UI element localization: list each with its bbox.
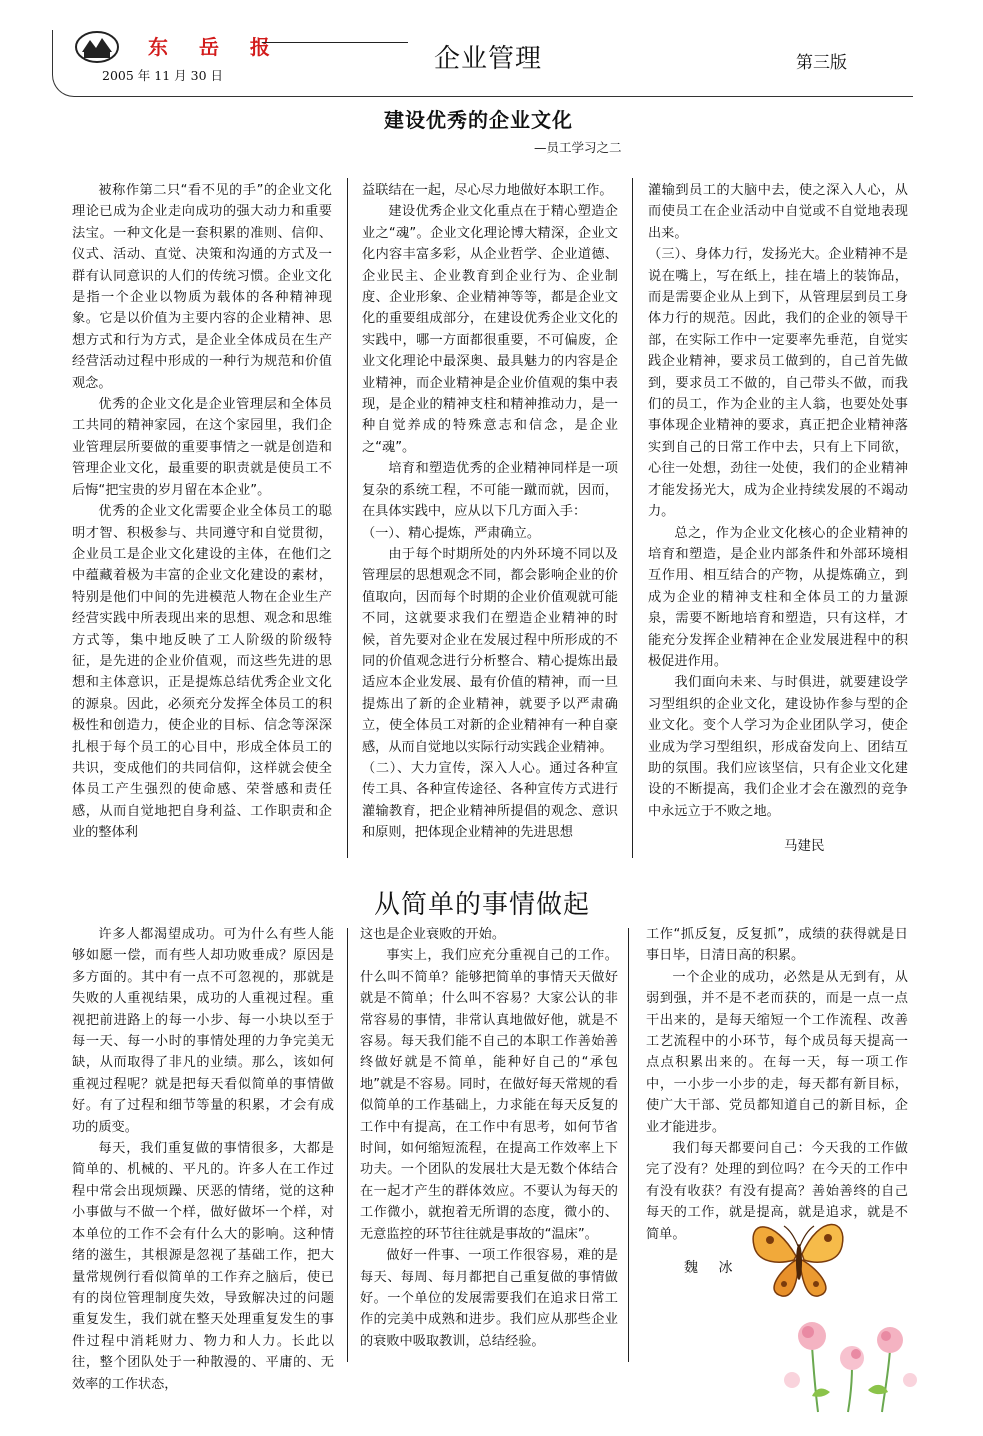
clover-flowers-icon — [772, 1296, 922, 1414]
paragraph: 每天，我们重复做的事情很多，大都是简单的、机械的、平凡的。许多人在工作过程中常会出现烦躁、厌恶的情绪，觉的这种小事做与不做一个样，做好做坏一个样，对本单位的工作不会有什么大的影响。这种情绪的滋生，其根源是忽视了基础工作，把大量常规例行看似简单的工作弃之脑后，使已有的岗位管理制度失效，导致解决过的问题重复发生，我们就在整天处理重复发生的事件过程中消耗财力、物力和人力。长此以往，整个团队处于一种散漫的、平庸的、无效率的工作状态， — [72, 1141, 334, 1392]
article2-title: 从简单的事情做起 — [374, 890, 591, 920]
paragraph: 优秀的企业文化是企业管理层和全体员工共同的精神家园，在这个家园里，我们企业管理层所要做的重要事情之一就是创造和管理企业文化，最重要的职责就是使员工不后悔“把宝贵的岁月留在本企业”。 — [72, 397, 332, 498]
paragraph: 优秀的企业文化需要企业全体员工的聪明才智、积极参与、共同遵守和自觉贯彻，企业员工是企业文化建设的主体，在他们之中蕴藏着极为丰富的企业文化建设的素材，特别是他们中间的先进模范人物在企业生产经营实践中所表现出来的思想、观念和思维方式等，集中地反映了工人阶级的阶级特征，是先进的企业价值观，而这些先进的思想和主体意识，正是提炼总结优秀企业文化的源泉。因此，必须充分发挥全体员工的积极性和创造力，使企业的目标、信念等深深扎根于每个员工的心目中，形成全体员工的共识，变成他们的共同信仰，这样就会使全体员工产生强烈的使命感、荣誉感和责任感，从而自觉地把自身利益、工作职责和企业的整体利 — [72, 504, 332, 841]
paragraph: 益联结在一起，尽心尽力地做好本职工作。 — [362, 183, 613, 198]
paragraph: 我们面向未来、与时俱进，就要建设学习型组织的企业文化，建设协作参与型的企业文化。变个人学习为企业团队学习，使企业成为学习型组织，形成奋发向上、团结互助的氛围。我们应该坚信，只有企业文化建设的不断提高，我们企业才会在激烈的竞争中永远立于不败之地。 — [648, 675, 908, 819]
article1-author: 马建民 — [784, 838, 825, 854]
article2-column-2 — [360, 924, 618, 1352]
butterfly-icon — [744, 1208, 854, 1304]
masthead-rule — [262, 42, 408, 43]
edition-label: 第三版 — [796, 53, 847, 73]
paragraph: 工作“抓反复，反复抓”，成绩的获得就是日事日毕，日清日高的积累。 — [646, 927, 908, 964]
article2-column-1 — [72, 924, 334, 1395]
issue-date: 2005 年 11 月 30 日 — [102, 68, 223, 83]
column-divider — [632, 178, 633, 858]
paragraph: 被称作第二只“看不见的手”的企业文化理论已成为企业走向成功的强大动力和重要法宝。一种文化是一套积累的准则、信仰、仪式、活动、直觉、决策和沟通的方式及一群有认同意识的人们的传统习惯。企业文化是指一个企业以物质为载体的各种精神现象。它是以价值为主要内容的企业精神、思想方式和行为方式，是企业全体成员在生产经营活动过程中形成的一种行为规范和价值观念。 — [72, 183, 332, 391]
paragraph: 一个企业的成功，必然是从无到有，从弱到强，并不是不老而获的，而是一点一点干出来的，是每天缩短一个工作流程、改善工艺流程中的小环节，每个成员每天提高一点点积累出来的。在每一天，每一项工作中，一小步一小步的走，每天都有新目标，使广大干部、党员都知道自己的新目标，企业才能进步。 — [646, 969, 908, 1135]
subheading: （一）、精心提炼，严肃确立。 — [362, 525, 541, 541]
paragraph: 事实上，我们应充分重视自己的工作。什么叫不简单？能够把简单的事情天天做好就是不简单；什么叫不容易？大家公认的非常容易的事情，非常认真地做好他，就是不容易。每天我们能不自己的本职工作善始善终做好就是不简单，能种好自己的“承包地”就是不容易。同时，在做好每天常规的看似简单的工作基础上，力求能在每天反复的工作中有提高，在工作中有思考，如何节省时间，如何缩短流程，在提高工作效率上下功夫。一个团队的发展壮大是无数个体结合在一起才产生的群体效应。不要认为每天的工作微小，就抱着无所谓的态度，微小的、无意监控的环节往往就是事故的“温床”。 — [360, 948, 618, 1242]
article1-column-1 — [72, 180, 332, 844]
section-title: 企业管理 — [434, 44, 543, 74]
paragraph: 许多人都渴望成功。可为什么有些人能够如愿一偿，而有些人却功败垂成？原因是多方面的。其中有一点不可忽视的，那就是失败的人重视结果，成功的人重视过程。重视把前进路上的每一小步、每一小块以至于每一天、每一小时的事情处理的力争完美无缺，从而取得了非凡的业绩。那么，该如何重视过程呢？就是把每天看似简单的事情做好。有了过程和细节等量的积累，才会有成功的质变。 — [72, 927, 334, 1135]
paragraph: 我们每天都要问自己：今天我的工作做完了没有？处理的到位吗？在今天的工作中有没有收获？有没有提高？善始善终的自己每天的工作，就是提高，就是追求，就是不简单。 — [646, 1141, 908, 1242]
article1-subtitle: —员工学习之二 — [534, 140, 622, 155]
article2-column-3 — [646, 924, 908, 1245]
column-divider — [347, 928, 348, 1362]
paragraph: 由于每个时期所处的内外环境不同以及管理层的思想观念不同，都会影响企业的价值取向，因而每个时期的企业价值观就可能不同，这就要求我们在塑造企业精神的时候，首先要对企业在发展过程中所形成的不同的价值观念进行分析整合、精心提炼出最适应本企业发展、最有价值的精神，而一旦提炼出了新的企业精神，就要予以严肃确立，使全体员工对新的企业精神有一种自豪感，从而自觉地以实际行动实践企业精神。 — [362, 546, 618, 755]
paragraph: 这也是企业衰败的开始。 — [360, 927, 506, 942]
article1-column-3 — [648, 180, 908, 822]
paragraph: 灌输到员工的大脑中去，使之深入人心，从而使员工在企业活动中自觉或不自觉地表现出来。 — [648, 183, 908, 241]
paragraph: 建设优秀企业文化重点在于精心塑造企业之“魂”。企业文化理论博大精深，企业文化内容丰富多彩，从企业哲学、企业道德、企业民主、企业教育到企业行为、企业制度、企业形象、企业精神等等，都是企业文化的重要组成部分，在建设优秀企业文化的实践中，哪一方面都很重要，不可偏废，企业文化理论中最深奥、最具魅力的内容是企业精神，而企业精神是企业价值观的集中表现，是企业的精神支柱和精神推动力，是一种自觉养成的特殊意志和信念，是企业之“魂”。 — [362, 204, 618, 455]
paragraph: 培育和塑造优秀的企业精神同样是一项复杂的系统工程，不可能一蹴而就，因而，在具体实践中，应从以下几方面入手： — [362, 461, 618, 520]
paragraph: （三）、身体力行，发扬光大。企业精神不是说在嘴上，写在纸上，挂在墙上的装饰品，而是需要企业从上到下，从管理层到员工身体力行的规范。因此，我们的企业的领导干部，在实际工作中一定要率先垂范，自觉实践企业精神，要求员工做到的，自己首先做到，要求员工不做的，自己带头不做，而我们的员工，作为企业的主人翁，也要处处事事体现企业精神的要求，真正把企业精神落实到自己的日常工作中去，只有上下同欲，心往一处想，劲往一处使，我们的企业精神才能发扬光大，成为企业持续发展的不竭动力。 — [648, 247, 908, 520]
newspaper-logo-icon — [74, 30, 120, 64]
column-divider — [347, 178, 348, 858]
article2-author: 魏 冰 — [684, 1260, 741, 1276]
paragraph: 做好一件事、一项工作很容易，难的是每天、每周、每月都把自己重复做的事情做好。一个单位的发展需要我们在追求日常工作的完美中成熟和进步。我们应从那些企业的衰败中吸取教训，总结经验。 — [360, 1248, 618, 1349]
column-divider — [628, 928, 629, 1362]
article1-column-2 — [362, 180, 618, 844]
newspaper-name: 东 岳 报 — [148, 35, 282, 59]
paragraph: （二）、大力宣传，深入人心。通过各种宣传工具、各种宣传途径、各种宣传方式进行灌输教育，把企业精神所提倡的观念、意识和原则，把体现企业精神的先进思想 — [362, 760, 618, 841]
paragraph: 总之，作为企业文化核心的企业精神的培育和塑造，是企业内部条件和外部环境相互作用、相互结合的产物，从提炼确立，到成为企业的精神支柱和全体员工的力量源泉，需要不断地培育和塑造，只有这样，才能充分发挥企业精神在企业发展进程中的积极促进作用。 — [648, 525, 908, 669]
article1-title: 建设优秀的企业文化 — [384, 108, 573, 132]
